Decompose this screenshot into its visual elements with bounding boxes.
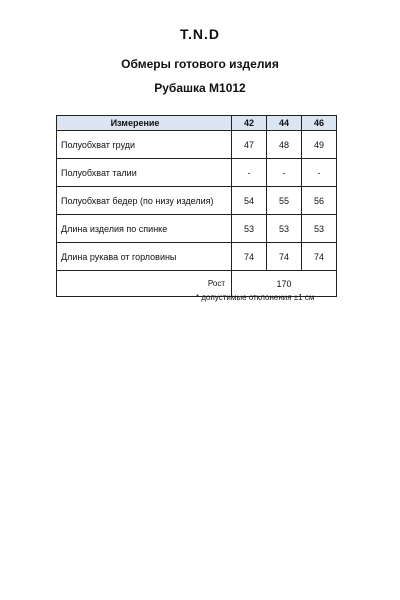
row-label: Длина изделия по спинке (57, 215, 232, 243)
cell-value: 53 (232, 215, 267, 243)
cell-value: 47 (232, 131, 267, 159)
cell-value: 48 (267, 131, 302, 159)
cell-value: 53 (267, 215, 302, 243)
measurements-table (56, 115, 337, 297)
cell-value: 74 (232, 243, 267, 271)
product-name: Рубашка М1012 (154, 81, 246, 95)
document-title: Обмеры готового изделия (121, 57, 279, 71)
header-size-44: 44 (267, 116, 302, 131)
row-label: Полуобхват талии (57, 159, 232, 187)
table-row (57, 187, 337, 215)
cell-value: 74 (302, 243, 337, 271)
brand-title: T.N.D (180, 26, 220, 42)
row-label: Полуобхват бедер (по низу изделия) (57, 187, 232, 215)
cell-value: - (302, 159, 337, 187)
header-size-46: 46 (302, 116, 337, 131)
table-row (57, 215, 337, 243)
cell-value: 54 (232, 187, 267, 215)
cell-value: 53 (302, 215, 337, 243)
cell-value: 55 (267, 187, 302, 215)
row-label: Полуобхват груди (57, 131, 232, 159)
table-row (57, 243, 337, 271)
cell-value: 74 (267, 243, 302, 271)
cell-value: - (267, 159, 302, 187)
header-size-42: 42 (232, 116, 267, 131)
height-label: Рост (57, 271, 232, 297)
cell-value: 56 (302, 187, 337, 215)
table-row (57, 159, 337, 187)
cell-value: - (232, 159, 267, 187)
height-value: 170 (232, 271, 337, 297)
cell-value: 49 (302, 131, 337, 159)
table-row (57, 131, 337, 159)
row-label: Длина рукава от горловины (57, 243, 232, 271)
table-header-row (57, 116, 337, 131)
header-measurement: Измерение (57, 116, 232, 131)
tolerance-note: * допустимые отклонения ±1 см (196, 293, 315, 302)
